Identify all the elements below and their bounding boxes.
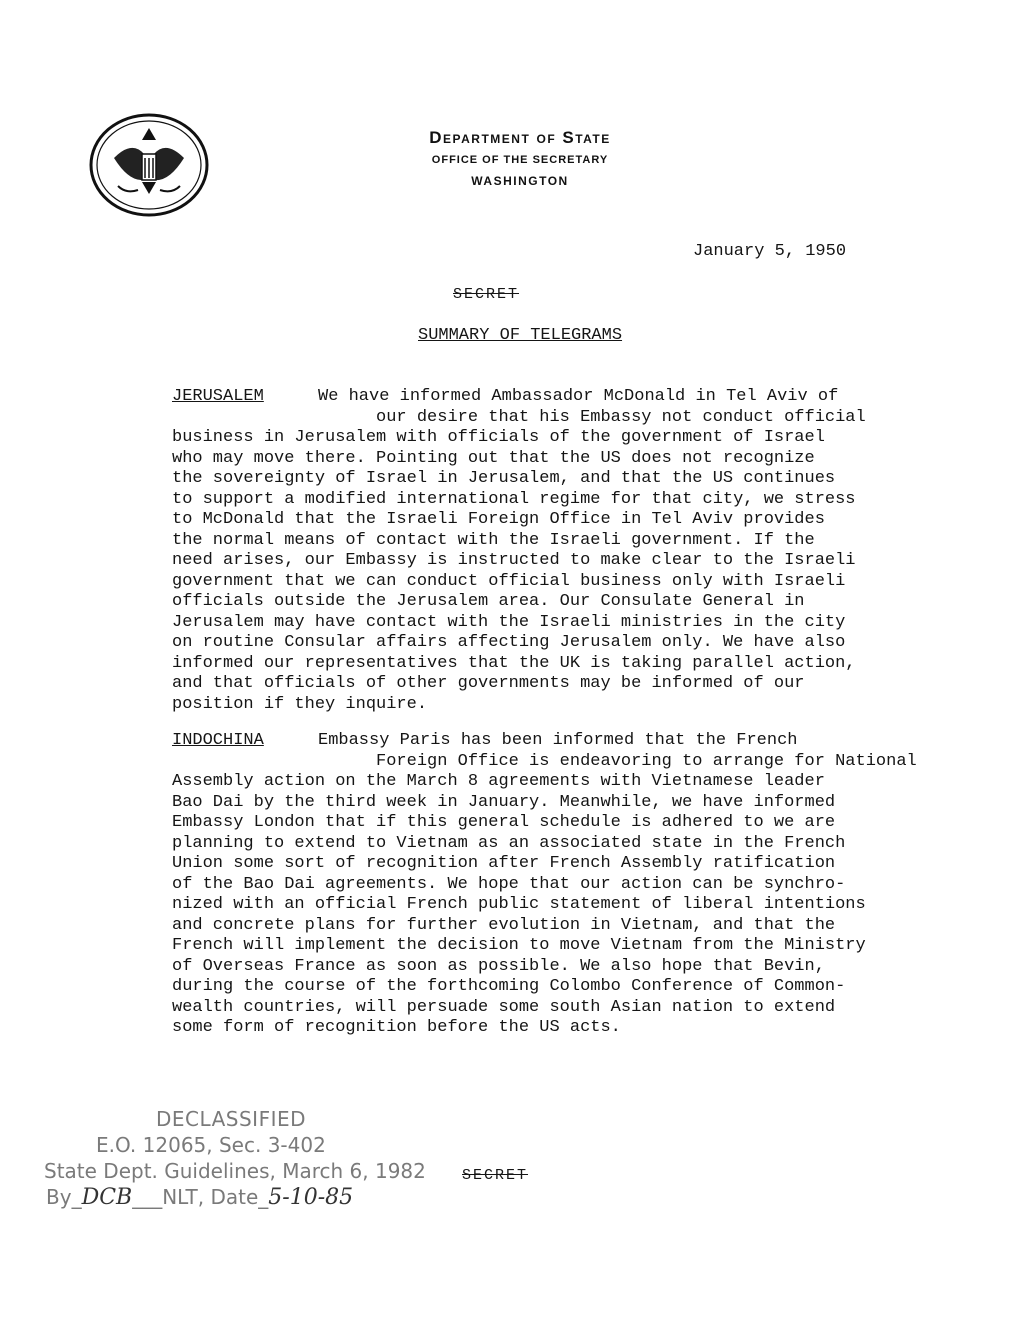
section-line: wealth countries, will persuade some south Asian nation to extend bbox=[172, 997, 836, 1017]
section-line: informed our representatives that the UK is taking parallel action, bbox=[172, 653, 856, 673]
stamp-nlt-label: NLT, Date bbox=[162, 1185, 259, 1209]
section-line: business in Jerusalem with officials of the government of Israel bbox=[172, 428, 825, 447]
document-date: January 5, 1950 bbox=[693, 242, 847, 261]
section-line: government that we can conduct official business only with Israeli bbox=[172, 571, 846, 591]
section-line: the sovereignty of Israel in Jerusalem, and that the US continues bbox=[172, 469, 836, 488]
stamp-line-1: DECLASSIFIED bbox=[156, 1107, 307, 1131]
section-indochina bbox=[172, 731, 917, 1039]
office-name: OFFICE OF THE SECRETARY bbox=[431, 154, 609, 166]
section-line: Union some sort of recognition after French Assembly ratification bbox=[172, 854, 836, 873]
classification-top: SECRET bbox=[453, 286, 520, 303]
classification-bottom: SECRET bbox=[462, 1167, 529, 1184]
section-line: planning to extend to Vietnam as an associated state in the French bbox=[172, 833, 846, 853]
stamp-initials: DCB bbox=[81, 1185, 133, 1210]
section-line: and concrete plans for further evolution in Vietnam, and that the bbox=[172, 915, 836, 935]
section-line: who may move there. Pointing out that the US does not recognize bbox=[172, 448, 815, 468]
section-line: some form of recognition before the US acts. bbox=[172, 1018, 621, 1037]
section-first-line bbox=[172, 731, 912, 752]
section-line: Embassy London that if this general schedule is adhered to we are bbox=[172, 813, 836, 832]
section-line: of Overseas France as soon as possible. We also hope that Bevin, bbox=[172, 956, 825, 976]
section-line: French will implement the decision to move Vietnam from the Ministry bbox=[172, 936, 866, 955]
section-label: INDOCHINA bbox=[172, 731, 264, 750]
section-text: Embassy Paris has been informed that the French bbox=[318, 731, 798, 750]
section-line: Assembly action on the March 8 agreements with Vietnamese leader bbox=[172, 772, 825, 791]
stamp-date: 5-10-85 bbox=[268, 1185, 354, 1210]
section-line: officials outside the Jerusalem area. Our Consulate General in bbox=[172, 592, 805, 611]
section-line: nized with an official French public statement of liberal intentions bbox=[172, 895, 866, 914]
section-line: our desire that his Embassy not conduct official bbox=[172, 407, 866, 427]
stamp-line-4: By_DCB___NLT, Date_5-10-85 bbox=[46, 1185, 354, 1210]
section-line: the normal means of contact with the Israeli government. If the bbox=[172, 530, 815, 550]
great-seal-icon bbox=[84, 110, 214, 220]
section-line: of the Bao Dai agreements. We hope that our action can be synchro- bbox=[172, 874, 846, 894]
section-first-line bbox=[172, 387, 912, 408]
declassification-stamp bbox=[36, 1106, 426, 1211]
section-label: JERUSALEM bbox=[172, 387, 264, 406]
stamp-line-2: E.O. 12065, Sec. 3-402 bbox=[96, 1133, 326, 1157]
section-line: Jerusalem may have contact with the Israeli ministries in the city bbox=[172, 612, 846, 632]
section-line: on routine Consular affairs affecting Jerusalem only. We have also bbox=[172, 633, 846, 652]
section-line: need arises, our Embassy is instructed to make clear to the Israeli bbox=[172, 551, 856, 570]
department-name: Department of State bbox=[429, 128, 611, 147]
stamp-line-3: State Dept. Guidelines, March 6, 1982 bbox=[44, 1159, 426, 1183]
letterhead bbox=[330, 128, 710, 188]
section-line: during the course of the forthcoming Colombo Conference of Common- bbox=[172, 977, 846, 996]
section-text: We have informed Ambassador McDonald in Tel Aviv of bbox=[318, 387, 839, 406]
section-jerusalem bbox=[172, 387, 912, 715]
section-line: Foreign Office is endeavoring to arrange for National bbox=[172, 751, 917, 771]
section-line: position if they inquire. bbox=[172, 694, 428, 714]
city-name: WASHINGTON bbox=[471, 174, 569, 188]
section-line: to McDonald that the Israeli Foreign Office in Tel Aviv provides bbox=[172, 510, 825, 529]
page-title: SUMMARY OF TELEGRAMS bbox=[418, 326, 623, 345]
section-line: and that officials of other governments may be informed of our bbox=[172, 674, 805, 693]
stamp-by-label: By bbox=[46, 1185, 72, 1209]
section-line: to support a modified international regime for that city, we stress bbox=[172, 489, 856, 509]
section-line: Bao Dai by the third week in January. Meanwhile, we have informed bbox=[172, 792, 836, 812]
